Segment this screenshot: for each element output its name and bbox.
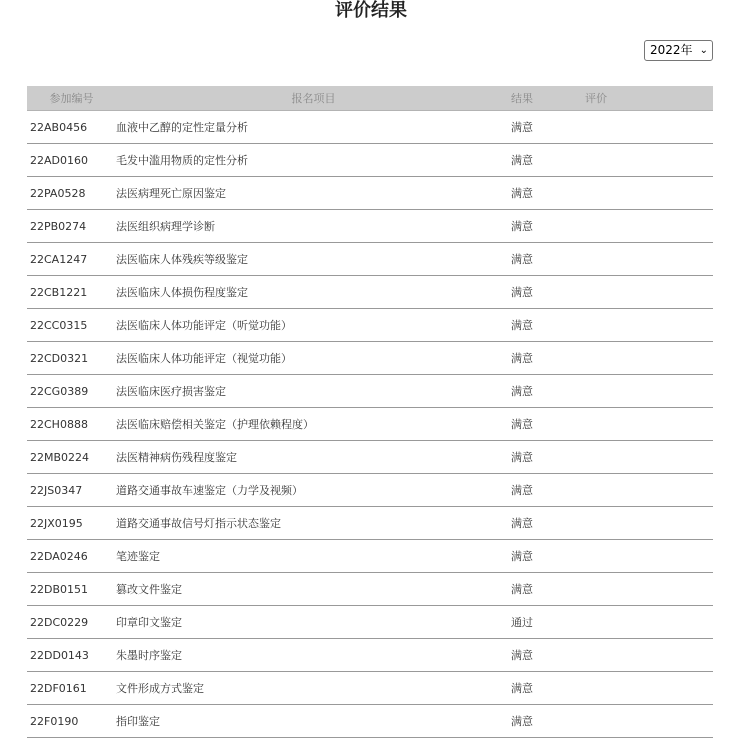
cell-result: 满意	[511, 540, 585, 573]
cell-project: 法医组织病理学诊断	[116, 210, 511, 243]
cell-project: 朱墨时序鉴定	[116, 639, 511, 672]
cell-evaluation	[585, 243, 713, 276]
cell-evaluation	[585, 408, 713, 441]
header-id: 参加编号	[27, 86, 116, 111]
table-row	[27, 573, 713, 606]
header-result: 结果	[511, 86, 585, 111]
cell-result: 满意	[511, 474, 585, 507]
table-row	[27, 276, 713, 309]
cell-result: 通过	[511, 606, 585, 639]
cell-result: 满意	[511, 342, 585, 375]
cell-evaluation	[585, 441, 713, 474]
cell-evaluation	[585, 111, 713, 144]
cell-result: 满意	[511, 276, 585, 309]
cell-id: 22CD0321	[27, 342, 116, 375]
cell-id: 22DC0229	[27, 606, 116, 639]
cell-project: 道路交通事故信号灯指示状态鉴定	[116, 507, 511, 540]
cell-evaluation	[585, 276, 713, 309]
cell-evaluation	[585, 705, 713, 738]
cell-project: 血液中乙醇的定性定量分析	[116, 111, 511, 144]
table-body	[27, 111, 713, 738]
cell-result: 满意	[511, 210, 585, 243]
cell-project: 篡改文件鉴定	[116, 573, 511, 606]
cell-result: 满意	[511, 177, 585, 210]
cell-id: 22MB0224	[27, 441, 116, 474]
cell-evaluation	[585, 507, 713, 540]
cell-id: 22DD0143	[27, 639, 116, 672]
cell-evaluation	[585, 210, 713, 243]
table-row	[27, 507, 713, 540]
table-row	[27, 474, 713, 507]
page-title: 评价结果	[335, 0, 407, 21]
table-row	[27, 243, 713, 276]
cell-project: 印章印文鉴定	[116, 606, 511, 639]
cell-result: 满意	[511, 144, 585, 177]
cell-id: 22JX0195	[27, 507, 116, 540]
cell-evaluation	[585, 573, 713, 606]
table-row	[27, 144, 713, 177]
header-evaluation: 评价	[585, 86, 713, 111]
cell-result: 满意	[511, 111, 585, 144]
cell-evaluation	[585, 540, 713, 573]
cell-project: 法医临床赔偿相关鉴定（护理依赖程度）	[116, 408, 511, 441]
table-row	[27, 705, 713, 738]
year-select[interactable]	[644, 40, 713, 61]
cell-result: 满意	[511, 672, 585, 705]
cell-id: 22CG0389	[27, 375, 116, 408]
table-row	[27, 177, 713, 210]
cell-id: 22PA0528	[27, 177, 116, 210]
cell-result: 满意	[511, 375, 585, 408]
table-row	[27, 606, 713, 639]
cell-evaluation	[585, 639, 713, 672]
cell-project: 法医临床人体功能评定（听觉功能）	[116, 309, 511, 342]
cell-project: 道路交通事故车速鉴定（力学及视频）	[116, 474, 511, 507]
table-row	[27, 342, 713, 375]
cell-evaluation	[585, 672, 713, 705]
cell-id: 22DB0151	[27, 573, 116, 606]
cell-evaluation	[585, 309, 713, 342]
cell-result: 满意	[511, 705, 585, 738]
cell-evaluation	[585, 375, 713, 408]
cell-id: 22DA0246	[27, 540, 116, 573]
cell-project: 毛发中滥用物质的定性分析	[116, 144, 511, 177]
cell-id: 22CC0315	[27, 309, 116, 342]
cell-project: 文件形成方式鉴定	[116, 672, 511, 705]
cell-result: 满意	[511, 243, 585, 276]
cell-result: 满意	[511, 639, 585, 672]
table-row	[27, 639, 713, 672]
cell-result: 满意	[511, 573, 585, 606]
cell-result: 满意	[511, 408, 585, 441]
table-row	[27, 540, 713, 573]
cell-evaluation	[585, 177, 713, 210]
cell-id: 22F0190	[27, 705, 116, 738]
table-row	[27, 441, 713, 474]
table-row	[27, 111, 713, 144]
cell-id: 22PB0274	[27, 210, 116, 243]
table-header-row	[27, 86, 713, 111]
cell-evaluation	[585, 606, 713, 639]
cell-evaluation	[585, 474, 713, 507]
table-row	[27, 309, 713, 342]
cell-evaluation	[585, 342, 713, 375]
cell-result: 满意	[511, 309, 585, 342]
cell-id: 22CA1247	[27, 243, 116, 276]
cell-result: 满意	[511, 441, 585, 474]
cell-project: 法医临床人体残疾等级鉴定	[116, 243, 511, 276]
cell-result: 满意	[511, 507, 585, 540]
table-row	[27, 375, 713, 408]
cell-project: 法医临床医疗损害鉴定	[116, 375, 511, 408]
cell-project: 指印鉴定	[116, 705, 511, 738]
cell-id: 22CB1221	[27, 276, 116, 309]
cell-id: 22CH0888	[27, 408, 116, 441]
cell-project: 法医临床人体损伤程度鉴定	[116, 276, 511, 309]
cell-project: 法医精神病伤残程度鉴定	[116, 441, 511, 474]
cell-evaluation	[585, 144, 713, 177]
cell-id: 22AB0456	[27, 111, 116, 144]
table-row	[27, 210, 713, 243]
year-select-value: 2022年	[650, 43, 693, 57]
table-row	[27, 408, 713, 441]
cell-project: 法医病理死亡原因鉴定	[116, 177, 511, 210]
results-table	[27, 86, 713, 738]
cell-id: 22AD0160	[27, 144, 116, 177]
header-project: 报名项目	[116, 86, 511, 111]
table-row	[27, 672, 713, 705]
chevron-down-icon: ⌄	[699, 45, 708, 56]
cell-id: 22DF0161	[27, 672, 116, 705]
cell-id: 22JS0347	[27, 474, 116, 507]
cell-project: 笔迹鉴定	[116, 540, 511, 573]
cell-project: 法医临床人体功能评定（视觉功能）	[116, 342, 511, 375]
